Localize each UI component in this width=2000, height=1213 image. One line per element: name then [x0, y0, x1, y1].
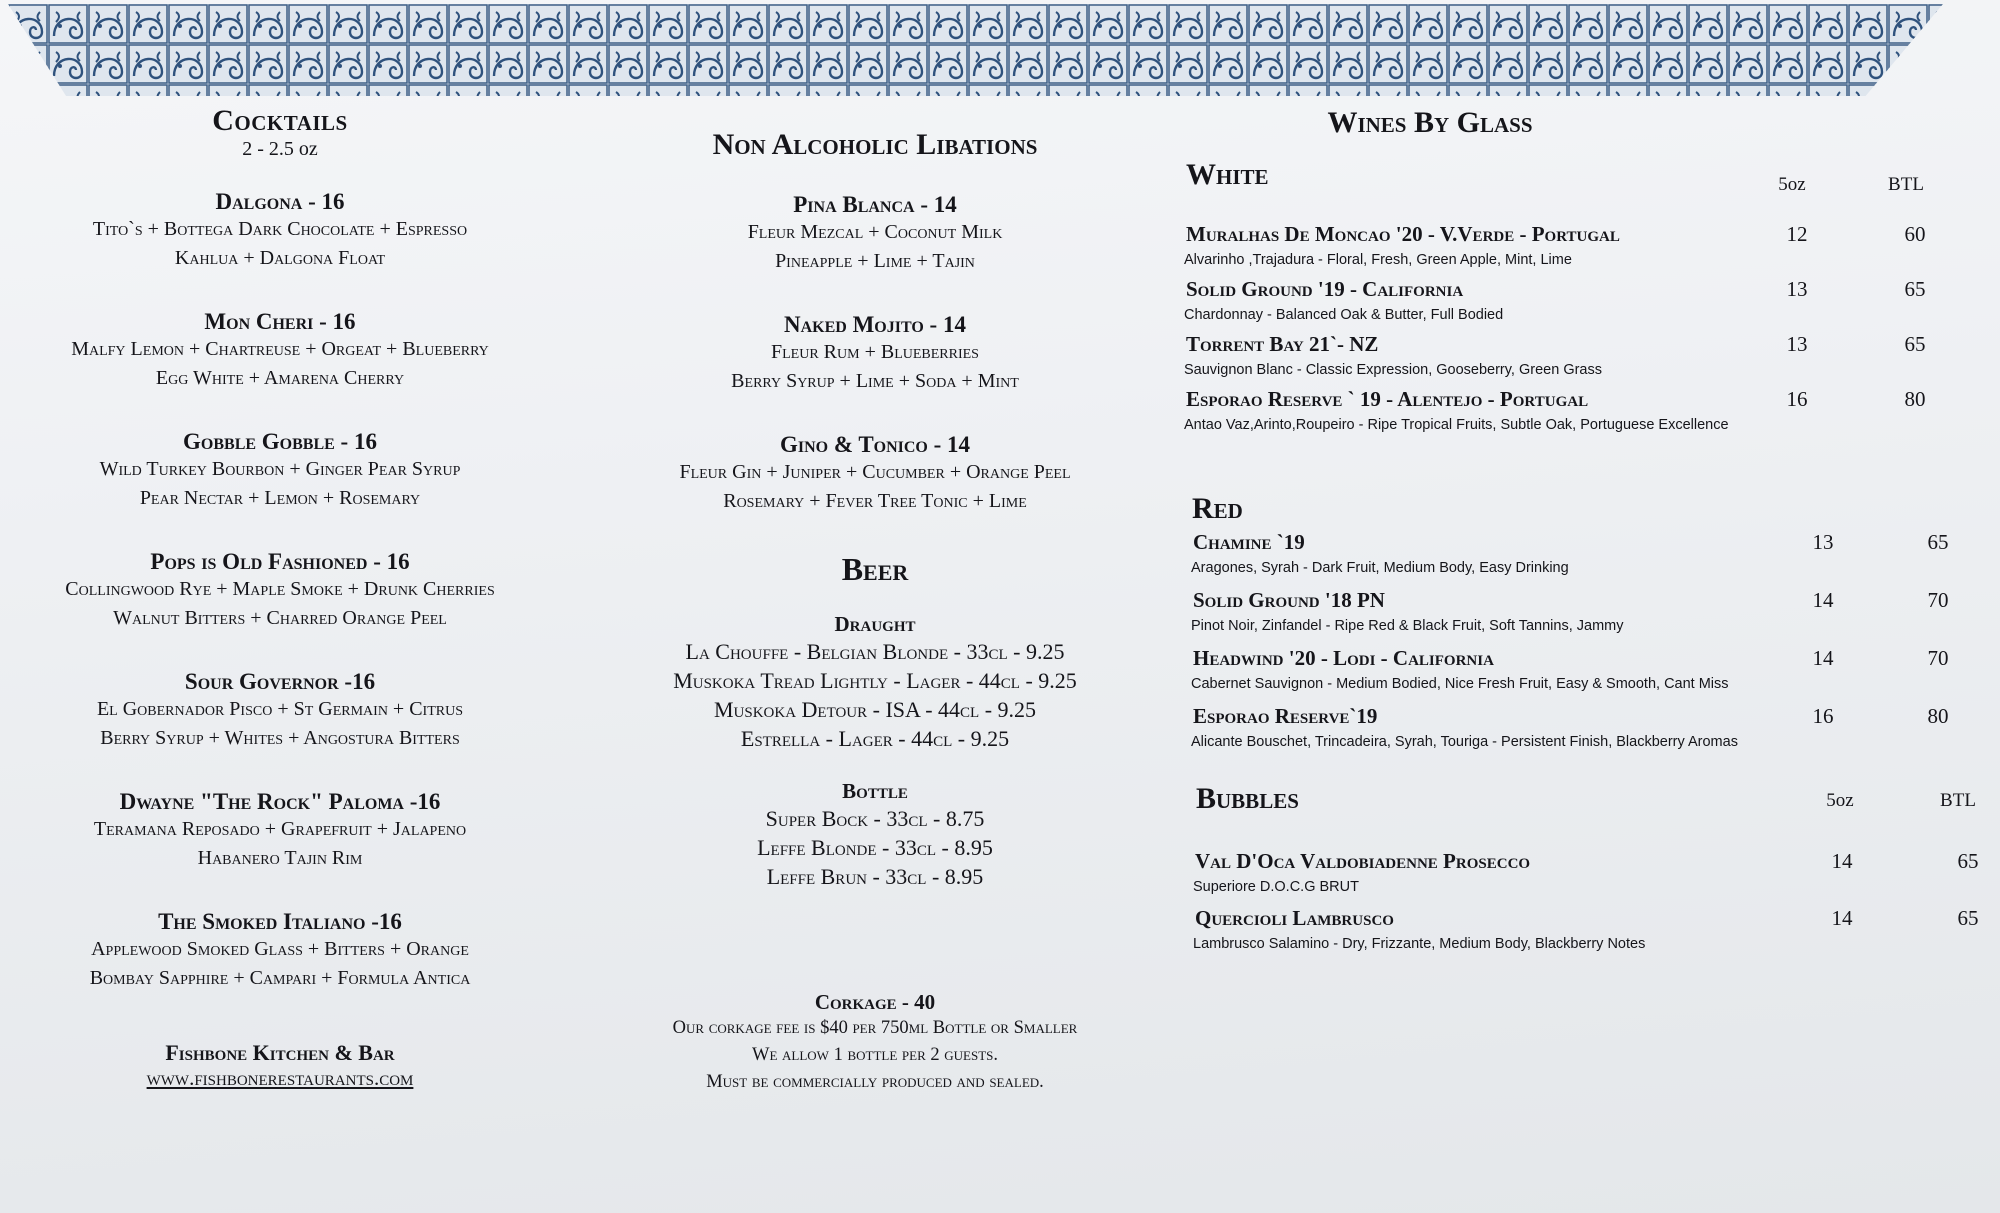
non-alcoholic-ingredients: Pineapple + Lime + Tajin — [775, 250, 975, 272]
bottle-beer-item: Super Bock - 33cl - 8.75 — [765, 806, 985, 831]
cocktail-ingredients: Berry Syrup + Whites + Angostura Bitters — [100, 727, 460, 749]
cocktails-size: 2 - 2.5 oz — [242, 138, 318, 160]
non-alcoholic-title: Non Alcoholic Libations — [712, 128, 1038, 161]
non-alcoholic-list — [600, 192, 1150, 516]
cocktail-item — [0, 909, 560, 993]
bottle-title: Bottle — [842, 779, 908, 803]
cocktail-name: Dalgona - 16 — [215, 189, 345, 214]
bottle-list — [600, 804, 1150, 891]
cocktail-item — [0, 429, 560, 513]
cocktail-ingredients: Tito`s + Bottega Dark Chocolate + Espresso — [92, 218, 468, 240]
red-wine-glass-price: 16 — [1812, 704, 1834, 728]
red-wine-description: Pinot Noir, Zinfandel - Ripe Red & Black Fruit, Soft Tannins, Jammy — [1191, 618, 1624, 634]
bubbles-wine-name: Quercioli Lambrusco — [1195, 906, 1394, 930]
red-wine-description: Aragones, Syrah - Dark Fruit, Medium Body, Easy Drinking — [1191, 560, 1569, 576]
red-wine-name: Chamine `19 — [1193, 530, 1305, 554]
white-wine-glass-price: 13 — [1786, 332, 1808, 356]
draught-beer-item: Estrella - Lager - 44cl - 9.25 — [740, 726, 1010, 751]
white-wine-name: Muralhas De Moncao '20 - V.Verde - Portugal — [1186, 222, 1620, 246]
restaurant-website-link[interactable]: www.fishbonerestaurants.com — [146, 1066, 414, 1090]
bubbles-wine-name: Val D'Oca Valdobiadenne Prosecco — [1195, 849, 1531, 873]
cocktail-ingredients: Egg White + Amarena Cherry — [155, 367, 405, 389]
cocktail-ingredients: El Gobernador Pisco + St Germain + Citrus — [96, 698, 464, 720]
draught-beer-item: Muskoka Detour - ISA - 44cl - 9.25 — [713, 697, 1037, 722]
white-wine-name: Esporao Reserve ` 19 - Alentejo - Portugal — [1186, 387, 1589, 411]
beer-section — [600, 551, 1150, 891]
non-alcoholic-name: Pina Blanca - 14 — [793, 192, 957, 217]
glass-size-header: 5oz — [1778, 174, 1806, 195]
corkage-title: Corkage - 40 — [814, 990, 936, 1014]
non-alcoholic-item — [600, 312, 1150, 396]
non-alcoholic-name: Gino & Tonico - 14 — [779, 432, 971, 457]
non-alcoholic-item — [600, 432, 1150, 516]
bottle-header: BTL — [1888, 174, 1924, 195]
cocktail-name: Mon Cheri - 16 — [204, 309, 356, 334]
white-wine-glass-price: 13 — [1786, 277, 1808, 301]
cocktail-name: The Smoked Italiano -16 — [158, 909, 402, 934]
bubbles-bottle-header: BTL — [1940, 790, 1976, 811]
non-alcoholic-ingredients: Fleur Mezcal + Coconut Milk — [747, 221, 1003, 243]
draught-beer-item: Muskoka Tread Lightly - Lager - 44cl - 9.25 — [673, 668, 1077, 693]
bubbles-wine-glass-price: 14 — [1831, 906, 1853, 930]
cocktail-name: Gobble Gobble - 16 — [183, 429, 377, 454]
white-wine-description: Chardonnay - Balanced Oak & Butter, Full Bodied — [1184, 307, 1504, 323]
white-wine-bottle-price: 80 — [1904, 387, 1926, 411]
red-wine-bottle-price: 70 — [1927, 588, 1949, 612]
bubbles-wine-glass-price: 14 — [1831, 849, 1853, 873]
cocktail-name: Sour Governor -16 — [184, 669, 376, 694]
draught-beer-item: La Chouffe - Belgian Blonde - 33cl - 9.25 — [685, 639, 1065, 664]
cocktail-ingredients: Kahlua + Dalgona Float — [174, 247, 386, 269]
corkage-line: Must be commercially produced and sealed. — [706, 1072, 1044, 1092]
cocktail-item — [0, 549, 560, 633]
white-wine-bottle-price: 65 — [1904, 332, 1926, 356]
white-wine-title: White — [1186, 158, 1269, 191]
red-wine-glass-price: 13 — [1812, 530, 1834, 554]
red-wine-name: Solid Ground '18 PN — [1193, 588, 1385, 612]
white-wine-description: Antao Vaz,Arinto,Roupeiro - Ripe Tropical Fruits, Subtle Oak, Portuguese Excellence — [1184, 417, 1729, 433]
red-wine-name: Esporao Reserve`19 — [1193, 704, 1378, 728]
corkage-line: Our corkage fee is $40 per 750ml Bottle or Smaller — [672, 1018, 1078, 1038]
bubbles-wine-description: Lambrusco Salamino - Dry, Frizzante, Medium Body, Blackberry Notes — [1193, 936, 1646, 952]
non-alcoholic-item — [600, 192, 1150, 276]
draught-list — [600, 637, 1150, 753]
cocktail-item — [0, 309, 560, 393]
non-alcoholic-name: Naked Mojito - 14 — [784, 312, 966, 337]
non-alcoholic-ingredients: Fleur Gin + Juniper + Cucumber + Orange Peel — [679, 461, 1071, 483]
cocktail-ingredients: Wild Turkey Bourbon + Ginger Pear Syrup — [99, 458, 461, 480]
decorative-tile-border — [8, 4, 1943, 96]
cocktail-item — [0, 189, 560, 273]
non-alcoholic-ingredients: Rosemary + Fever Tree Tonic + Lime — [723, 490, 1027, 512]
white-wine-description: Sauvignon Blanc - Classic Expression, Gooseberry, Green Grass — [1184, 362, 1602, 378]
non-alcoholic-ingredients: Fleur Rum + Blueberries — [771, 341, 979, 363]
bubbles-glass-size-header: 5oz — [1826, 790, 1854, 811]
bubbles-wine-bottle-price: 65 — [1957, 849, 1979, 873]
white-wine-name: Torrent Bay 21`- NZ — [1186, 332, 1379, 356]
cocktail-ingredients: Walnut Bitters + Charred Orange Peel — [113, 607, 447, 629]
restaurant-name: Fishbone Kitchen & Bar — [165, 1040, 395, 1065]
red-wine-glass-price: 14 — [1812, 646, 1834, 670]
bubbles-wine-bottle-price: 65 — [1957, 906, 1979, 930]
bubbles-title: Bubbles — [1196, 782, 1299, 815]
white-wine-glass-price: 12 — [1786, 222, 1808, 246]
white-wine-name: Solid Ground '19 - California — [1186, 277, 1464, 301]
cocktail-ingredients: Collingwood Rye + Maple Smoke + Drunk Cherries — [65, 578, 495, 600]
red-wine-bottle-price: 70 — [1927, 646, 1949, 670]
cocktail-ingredients: Malfy Lemon + Chartreuse + Orgeat + Blueberry — [71, 338, 489, 360]
white-wine-bottle-price: 60 — [1904, 222, 1926, 246]
bottle-beer-item: Leffe Brun - 33cl - 8.95 — [766, 864, 984, 889]
bottle-beer-item: Leffe Blonde - 33cl - 8.95 — [757, 835, 993, 860]
non-alcoholic-column — [600, 128, 1150, 516]
cocktail-name: Dwayne "The Rock" Paloma -16 — [119, 789, 441, 814]
cocktail-item — [0, 669, 560, 753]
red-wine-bottle-price: 80 — [1927, 704, 1949, 728]
red-wine-description: Alicante Bouschet, Trincadeira, Syrah, Touriga - Persistent Finish, Blackberry Aromas — [1191, 734, 1738, 750]
cocktails-column — [0, 104, 560, 993]
draught-title: Draught — [834, 612, 916, 636]
corkage-section — [580, 990, 1170, 1096]
red-wine-name: Headwind '20 - Lodi - California — [1193, 646, 1494, 670]
cocktail-ingredients: Pear Nectar + Lemon + Rosemary — [139, 487, 421, 509]
cocktail-list — [0, 189, 560, 993]
wines-title: Wines By Glass — [1327, 106, 1533, 139]
corkage-line: We allow 1 bottle per 2 guests. — [752, 1045, 998, 1065]
red-wine-description: Cabernet Sauvignon - Medium Bodied, Nice Fresh Fruit, Easy & Smooth, Cant Miss — [1191, 676, 1729, 692]
red-wine-glass-price: 14 — [1812, 588, 1834, 612]
white-wine-description: Alvarinho ,Trajadura - Floral, Fresh, Green Apple, Mint, Lime — [1184, 252, 1572, 268]
red-wine-title: Red — [1192, 492, 1243, 525]
non-alcoholic-ingredients: Berry Syrup + Lime + Soda + Mint — [731, 370, 1019, 392]
white-wine-bottle-price: 65 — [1904, 277, 1926, 301]
cocktail-ingredients: Teramana Reposado + Grapefruit + Jalapeno — [93, 818, 467, 840]
cocktail-ingredients: Applewood Smoked Glass + Bitters + Orange — [91, 938, 469, 960]
cocktail-ingredients: Habanero Tajin Rim — [197, 847, 363, 869]
restaurant-footer — [80, 1040, 480, 1091]
cocktail-item — [0, 789, 560, 873]
red-wine-bottle-price: 65 — [1927, 530, 1949, 554]
cocktail-name: Pops is Old Fashioned - 16 — [150, 549, 410, 574]
cocktail-ingredients: Bombay Sapphire + Campari + Formula Antica — [89, 967, 471, 989]
corkage-lines — [580, 1015, 1170, 1096]
cocktails-title: Cocktails — [212, 104, 348, 137]
white-wine-glass-price: 16 — [1786, 387, 1808, 411]
beer-title: Beer — [841, 551, 909, 587]
bubbles-wine-description: Superiore D.O.C.G BRUT — [1193, 879, 1359, 895]
